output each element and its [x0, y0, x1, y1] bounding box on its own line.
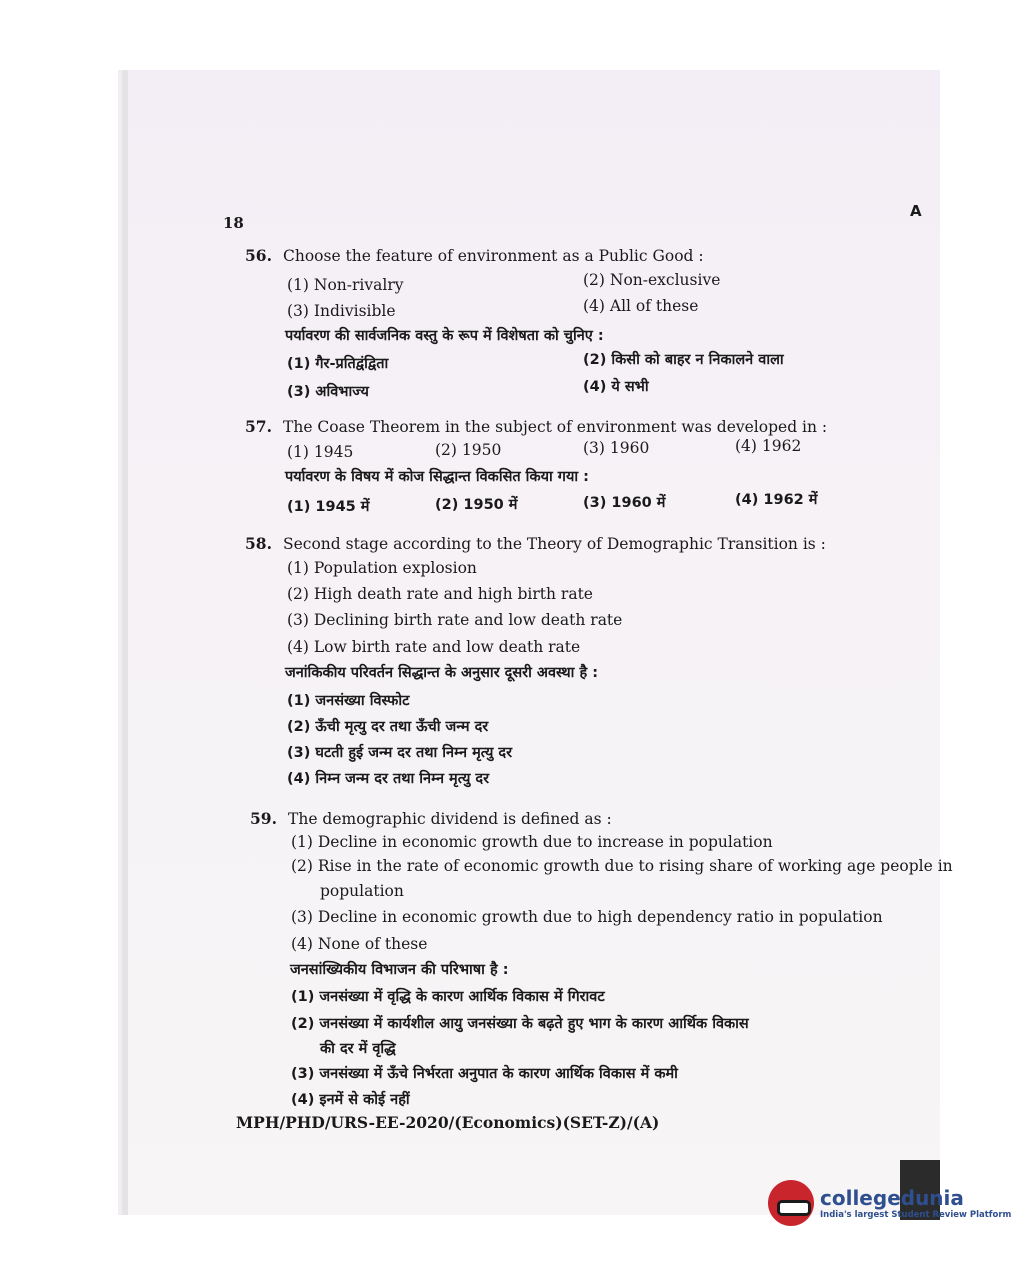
option-hi: (1) 1945 में [287, 499, 370, 515]
option-hi: (3) जनसंख्या में ऊँचे निर्भरता अनुपात के कारण आर्थिक विकास में कमी [291, 1066, 678, 1082]
set-code: A [910, 202, 922, 220]
option-en-continued: population [320, 882, 404, 900]
question-text-en: Second stage according to the Theory of Demographic Transition is : [283, 535, 826, 553]
question-56 [245, 243, 704, 269]
option-en: (4) All of these [583, 297, 699, 315]
option-hi: (1) गैर-प्रतिद्वंद्विता [287, 356, 389, 372]
question-text-hi: पर्यावरण के विषय में कोज सिद्धान्त विकसित किया गया : [285, 469, 589, 485]
option-en: (1) 1945 [287, 443, 354, 461]
question-text-en: The Coase Theorem in the subject of environment was developed in : [283, 418, 828, 436]
question-number: 59. [250, 809, 277, 828]
option-en: (2) Rise in the rate of economic growth due to rising share of working age people in [291, 857, 953, 875]
option-hi: (3) अविभाज्य [287, 384, 369, 400]
question-59 [250, 806, 612, 832]
option-en: (1) Population explosion [287, 559, 477, 577]
option-hi: (2) जनसंख्या में कार्यशील आयु जनसंख्या के बढ़ते हुए भाग के कारण आर्थिक विकास [291, 1016, 749, 1032]
question-number: 57. [245, 417, 272, 436]
option-hi: (4) निम्न जन्म दर तथा निम्न मृत्यु दर [287, 771, 490, 787]
option-en: (2) 1950 [435, 441, 502, 459]
option-en: (3) Decline in economic growth due to high dependency ratio in population [291, 908, 883, 926]
option-hi: (1) जनसंख्या विस्फोट [287, 693, 410, 709]
option-hi: (4) ये सभी [583, 379, 649, 395]
question-text-en: Choose the feature of environment as a Public Good : [283, 247, 704, 265]
option-en: (3) 1960 [583, 439, 650, 457]
graduate-cap-glasses-logo-icon [768, 1180, 814, 1226]
option-hi: (2) किसी को बाहर न निकालने वाला [583, 352, 784, 368]
option-hi: (3) घटती हुई जन्म दर तथा निम्न मृत्यु दर [287, 745, 513, 761]
option-hi: (4) इनमें से कोई नहीं [291, 1092, 410, 1108]
option-en: (4) None of these [291, 935, 428, 953]
option-en: (2) High death rate and high birth rate [287, 585, 593, 603]
option-en: (2) Non-exclusive [583, 271, 721, 289]
option-hi: (3) 1960 में [583, 495, 666, 511]
question-text-en: The demographic dividend is defined as : [288, 810, 612, 828]
option-en: (4) Low birth rate and low death rate [287, 638, 581, 656]
option-hi: (1) जनसंख्या में वृद्धि के कारण आर्थिक विकास में गिरावट [291, 989, 605, 1005]
option-hi-continued: की दर में वृद्धि [320, 1041, 396, 1057]
option-hi: (2) 1950 में [435, 497, 518, 513]
option-en: (1) Non-rivalry [287, 276, 404, 294]
question-58 [245, 531, 826, 557]
question-text-hi: जनांकिकीय परिवर्तन सिद्धान्त के अनुसार दूसरी अवस्था है : [285, 665, 599, 681]
page-number: 18 [223, 214, 244, 232]
watermark-tagline: India's largest Student Review Platform [820, 1210, 1012, 1220]
watermark-name: collegedunia [820, 1186, 964, 1210]
question-number: 58. [245, 534, 272, 553]
paper-code-footer: MPH/PHD/URS-EE-2020/(Economics)(SET-Z)/(A) [236, 1113, 660, 1132]
option-en: (3) Declining birth rate and low death rate [287, 611, 623, 629]
question-text-hi: पर्यावरण की सार्वजनिक वस्तु के रूप में विशेषता को चुनिए : [285, 328, 604, 344]
paper-edge [120, 82, 126, 1182]
option-hi: (4) 1962 में [735, 492, 818, 508]
watermark-logo [768, 1180, 1011, 1226]
option-en: (1) Decline in economic growth due to increase in population [291, 833, 773, 851]
option-hi: (2) ऊँची मृत्यु दर तथा ऊँची जन्म दर [287, 719, 489, 735]
question-text-hi: जनसांख्यिकीय विभाजन की परिभाषा है : [290, 962, 509, 978]
question-number: 56. [245, 246, 272, 265]
option-en: (3) Indivisible [287, 302, 396, 320]
option-en: (4) 1962 [735, 437, 802, 455]
